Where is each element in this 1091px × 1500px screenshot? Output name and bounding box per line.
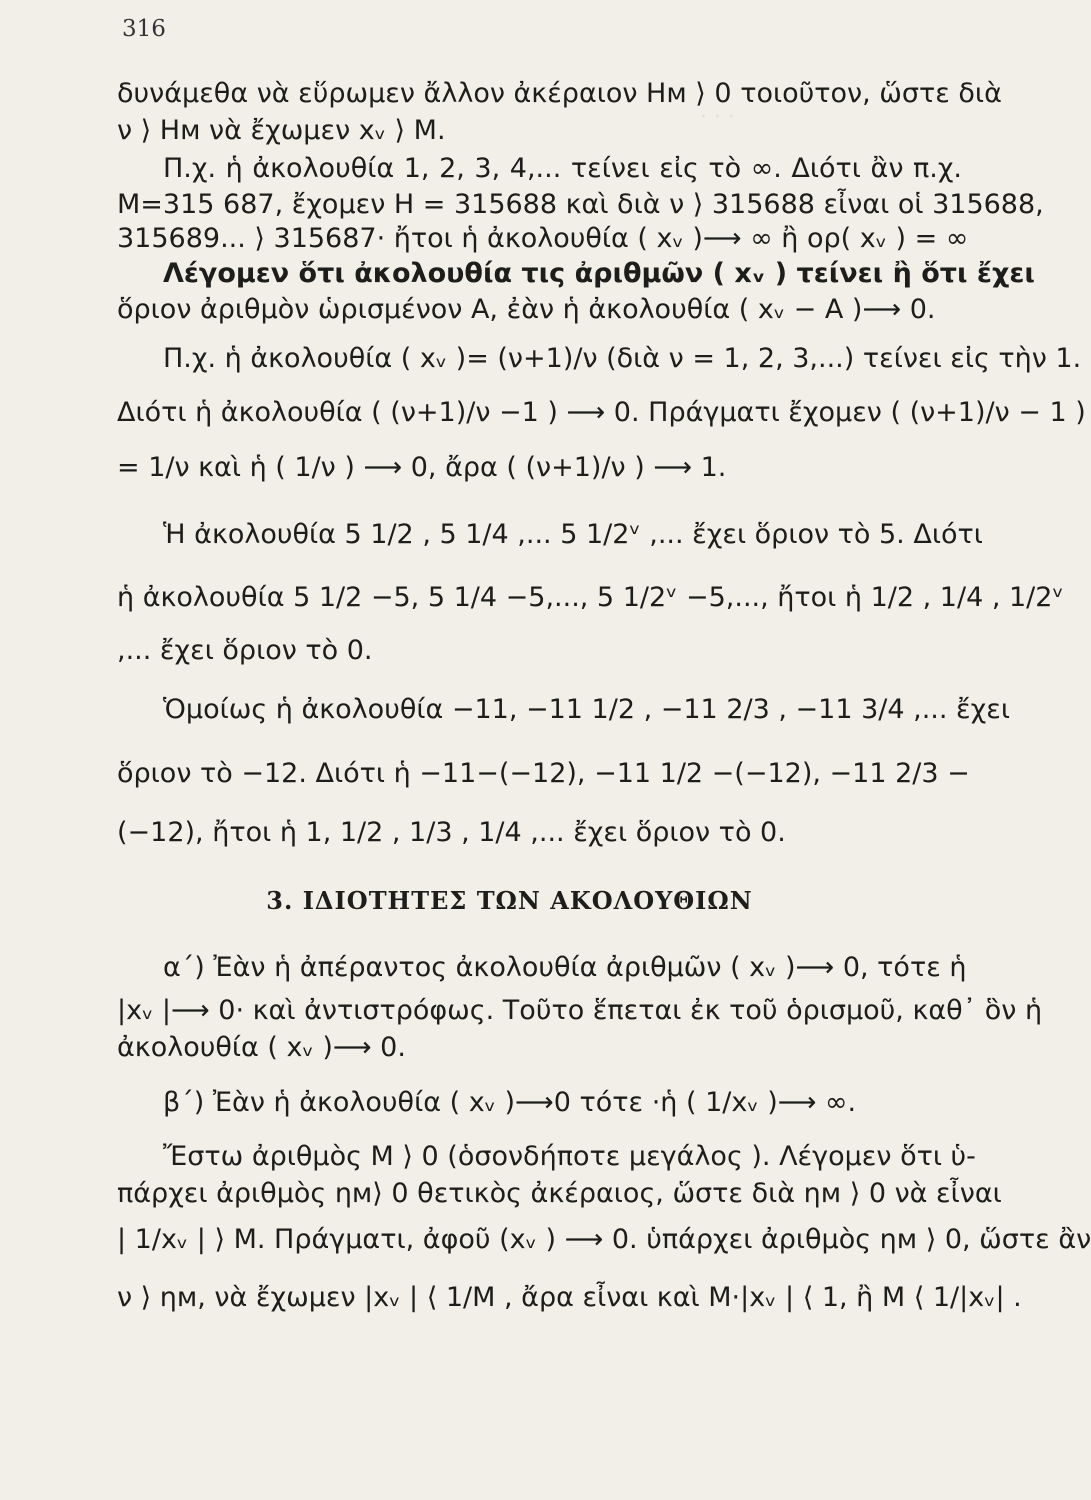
text-line: ν ⟩ ηᴍ, νὰ ἔχωμεν |xᵥ | ⟨ 1/M , ἄρα εἶναι καὶ M·|xᵥ | ⟨ 1, ἢ M ⟨ 1/|xᵥ| . [117, 1282, 1022, 1313]
text-line: Ὁμοίως ἡ ἀκολουθία −11, −11 1/2 , −11 2/3 , −11 3/4 ,... ἔχει [163, 694, 1010, 725]
text-line: ὅριον τὸ −12. Διότι ἡ −11−(−12), −11 1/2 −(−12), −11 2/3 − [117, 758, 970, 789]
bleed-through-text: · · · [700, 105, 735, 130]
page-number: 316 [122, 16, 166, 42]
text-line: = 1/ν καὶ ἡ ( 1/ν ) ⟶ 0, ἄρα ( (ν+1)/ν ) ⟶ 1. [117, 452, 727, 483]
text-line: ,... ἔχει ὅριον τὸ 0. [117, 635, 373, 666]
text-line: Ἔστω ἀριθμὸς M ⟩ 0 (ὁσονδήποτε μεγάλος ). Λέγομεν ὅτι ὑ- [163, 1141, 976, 1172]
text-line: |xᵥ |⟶ 0· καὶ ἀντιστρόφως. Τοῦτο ἕπεται ἐκ τοῦ ὁρισμοῦ, καθ᾽ ὃν ἡ [117, 995, 1043, 1026]
text-line: β΄) Ἐὰν ἡ ἀκολουθία ( xᵥ )⟶0 τότε ·ἡ ( 1/xᵥ )⟶ ∞. [163, 1087, 857, 1118]
text-line: 315689... ⟩ 315687· ἤτοι ἡ ἀκολουθία ( xᵥ )⟶ ∞ ἢ ορ( xᵥ ) = ∞ [117, 223, 969, 254]
text-line: α΄) Ἐὰν ἡ ἀπέραντος ἀκολουθία ἀριθμῶν ( xᵥ )⟶ 0, τότε ἡ [163, 952, 967, 983]
text-line: Λέγομεν ὅτι ἀκολουθία τις ἀριθμῶν ( xᵥ ) τείνει ἢ ὅτι ἔχει [163, 258, 1035, 289]
text-line: | 1/xᵥ | ⟩ M. Πράγματι, ἀφοῦ (xᵥ ) ⟶ 0. ὑπάρχει ἀριθμὸς ηᴍ ⟩ 0, ὥστε ἂν [117, 1224, 1091, 1255]
text-line: Π.χ. ἡ ἀκολουθία 1, 2, 3, 4,... τείνει εἰς τὸ ∞. Διότι ἂν π.χ. [163, 153, 962, 184]
text-line: ἡ ἀκολουθία 5 1/2 −5, 5 1/4 −5,..., 5 1/2ᵛ −5,..., ἤτοι ἡ 1/2 , 1/4 , 1/2ᵛ [117, 582, 1064, 613]
section-heading: 3. ΙΔΙΟΤΗΤΕΣ ΤΩΝ ΑΚΟΛΟΥΘΙΩΝ [266, 886, 753, 915]
text-line: Ἡ ἀκολουθία 5 1/2 , 5 1/4 ,... 5 1/2ᵛ ,... ἔχει ὅριον τὸ 5. Διότι [163, 519, 983, 550]
text-line: Διότι ἡ ἀκολουθία ( (ν+1)/ν −1 ) ⟶ 0. Πράγματι ἔχομεν ( (ν+1)/ν − 1 ) [117, 397, 1086, 428]
text-line: δυνάμεθα νὰ εὕρωμεν ἄλλον ἀκέραιον Hᴍ ⟩ 0 τοιοῦτον, ὥστε διὰ [117, 78, 1002, 109]
text-line: (−12), ἤτοι ἡ 1, 1/2 , 1/3 , 1/4 ,... ἔχει ὅριον τὸ 0. [117, 817, 786, 848]
text-line: ὅριον ἀριθμὸν ὡρισμένον A, ἐὰν ἡ ἀκολουθία ( xᵥ − A )⟶ 0. [117, 294, 936, 325]
text-line: M=315 687, ἔχομεν H = 315688 καὶ διὰ ν ⟩ 315688 εἶναι οἱ 315688, [117, 189, 1044, 220]
text-line: Π.χ. ἡ ἀκολουθία ( xᵥ )= (ν+1)/ν (διὰ ν = 1, 2, 3,...) τείνει εἰς τὴν 1. [163, 343, 1082, 374]
text-line: ἀκολουθία ( xᵥ )⟶ 0. [117, 1032, 406, 1063]
text-line: πάρχει ἀριθμὸς ηᴍ⟩ 0 θετικὸς ἀκέραιος, ὥστε διὰ ηᴍ ⟩ 0 νὰ εἶναι [117, 1178, 1002, 1209]
text-line: ν ⟩ Hᴍ νὰ ἔχωμεν xᵥ ⟩ M. [117, 115, 446, 146]
